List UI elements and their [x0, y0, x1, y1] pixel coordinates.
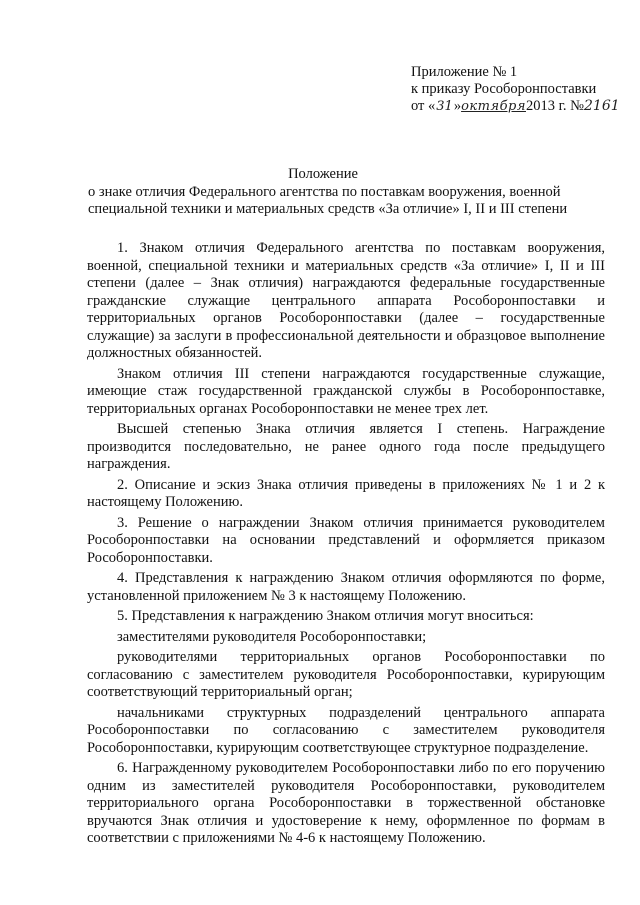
paragraph: 4. Представления к награждению Знаком отличия оформляются по форме, установленной приложением № 3 к настоящему Положению.	[87, 570, 605, 604]
date-close-quote: »	[453, 98, 462, 114]
paragraph: 6. Награжденному руководителем Рособоронпоставки либо по его поручению одним из заместителей руководителя Рособоронпоставки, руководителем территориального органа Рособоронпоставки в торжественной обстановке вручаются Знак отличия и удостоверение к нему, оформленное по формам в соответствии с приложениями № 4-6 к настоящему Положению.	[87, 760, 605, 846]
date-prefix: от «	[411, 98, 436, 114]
document-title	[88, 166, 568, 219]
paragraph: заместителями руководителя Рособоронпоставки;	[117, 628, 427, 645]
paragraph: Знаком отличия III степени награждаются государственные служащие, имеющие стаж государственной гражданской службы в Рособоронпоставке, территориальных органах Рособоронпоставки не менее трех лет.	[87, 365, 605, 417]
appendix-number: Приложение № 1	[411, 64, 518, 80]
paragraph: 5. Представления к награждению Знаком отличия могут вноситься:	[117, 608, 534, 624]
handwritten-day: 31	[436, 99, 453, 114]
paragraph: начальниками структурных подразделений центрального аппарата Рособоронпоставки по согласованию с заместителем руководителя Рособоронпоставки, курирующим соответствующее структурное подразделение.	[87, 704, 605, 756]
paragraph: 2. Описание и эскиз Знака отличия приведены в приложениях № 1 и 2 к настоящему Положению.	[87, 476, 605, 510]
paragraph: 3. Решение о награждении Знаком отличия принимается руководителем Рособоронпоставки на основании представлений и оформляется приказом Рособоронпоставки.	[87, 514, 605, 566]
appendix-order-ref: к приказу Рособоронпоставки	[411, 81, 597, 97]
title-subtitle-line-2: специальной техники и материальных средств «За отличие» I, II и III степени	[88, 201, 568, 217]
date-year: 2013 г. №	[525, 98, 584, 114]
paragraph: 1. Знаком отличия Федерального агентства по поставкам вооружения, военной, специальной техники и материальных средств «За отличие» I, II и III степени (далее – Знак отличия) награждаются федеральные государственные гражданские служащие центрального аппарата Рособоронпоставки и территориальных органов Рособоронпоставки (далее – государственные служащие) за заслуги в профессиональной деятельности и образцовое выполнение должностных обязанностей.	[87, 240, 605, 361]
paragraph: Высшей степенью Знака отличия является I степень. Награждение производится последовательно, не ранее одного года после предыдущего награждения.	[87, 421, 605, 472]
title-subtitle-line-1: о знаке отличия Федерального агентства по поставкам вооружения, военной	[88, 183, 561, 200]
handwritten-month: октября	[461, 99, 526, 114]
handwritten-order-number: 2161	[584, 98, 620, 114]
appendix-header	[411, 64, 620, 115]
title-heading: Положение	[288, 166, 358, 182]
appendix-date-line	[411, 98, 620, 115]
document-body	[87, 240, 605, 851]
paragraph: руководителями территориальных органов Рособоронпоставки по согласованию с заместителем руководителя Рособоронпоставки, курирующим соответствующий территориальный орган;	[87, 649, 605, 700]
